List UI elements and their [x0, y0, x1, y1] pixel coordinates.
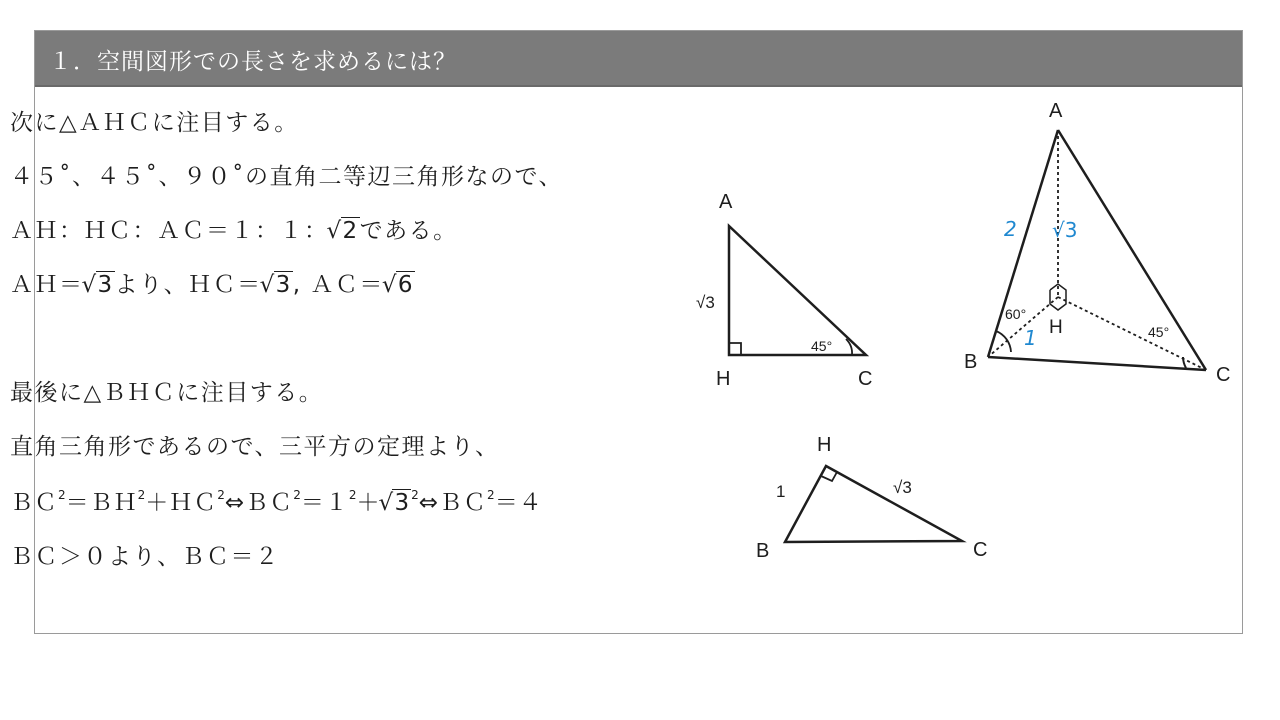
text-line-3-post: である。 [359, 218, 458, 244]
exponent: 2 [137, 488, 146, 502]
text-line-7-f: ＋ [356, 490, 381, 516]
text-line-7-g: ⇔ＢＣ [418, 490, 488, 516]
point-h-label: H [1049, 317, 1063, 338]
sqrt-2-radicand: 2 [342, 218, 359, 244]
text-line-1: 次に△ＡＨＣに注目する。 [10, 110, 299, 136]
text-line-7-d: ⇔ＢＣ [224, 490, 294, 516]
text-line-7-c: ＋ＨＣ [145, 490, 218, 516]
angle-c-label: 45° [1148, 324, 1170, 340]
text-line-4-a: ＡＨ＝ [10, 272, 84, 298]
side-hc-label: √3 [893, 478, 912, 497]
angle-c-label: 45° [811, 338, 833, 354]
vertex-a-label: A [719, 191, 733, 213]
vertex-b-label: B [756, 540, 770, 562]
slide-title: １．空間図形での長さを求めるには？ [49, 49, 457, 75]
side-ah-label: √3 [696, 293, 715, 312]
text-line-7-e: ＝１ [300, 490, 349, 516]
exponent: 2 [293, 488, 301, 502]
exponent: 2 [58, 488, 66, 502]
exponent: 2 [217, 488, 225, 502]
text-line-3-pre: ＡＨ：ＨＣ：ＡＣ＝１：１： [10, 218, 329, 244]
exponent: 2 [487, 488, 495, 502]
vertex-c-label: C [858, 368, 873, 390]
handwritten-1: 1 [1024, 326, 1037, 350]
vertex-h-label: H [716, 368, 731, 390]
handwritten-sqrt3: √3 [1052, 218, 1078, 242]
text-line-7-h: ＝４ [494, 490, 543, 516]
angle-b-label: 60° [1005, 306, 1027, 322]
exponent: 2 [348, 488, 357, 502]
sqrt-6-radicand: 6 [397, 272, 415, 298]
text-line-4-b: より、ＨＣ＝ [114, 272, 262, 298]
text-line-7-b: ＝ＢＨ [65, 490, 138, 516]
side-bh-label: 1 [776, 482, 786, 501]
text-line-5: 最後に△ＢＨＣに注目する。 [10, 380, 324, 406]
handwritten-2: 2 [1004, 217, 1017, 241]
vertex-a-label: A [1049, 100, 1063, 122]
exponent: 2 [411, 488, 419, 502]
text-line-2: ４５˚、４５˚、９０˚の直角二等辺三角形なので、 [10, 164, 564, 190]
vertex-b-label: B [964, 351, 978, 373]
text-line-7-a: ＢＣ [10, 490, 58, 516]
sqrt-3-c-radicand: 3 [394, 490, 411, 516]
vertex-c-label: C [1216, 364, 1231, 386]
sqrt-3-b-radicand: 3 [275, 272, 292, 298]
vertex-h-label: H [817, 434, 832, 456]
text-line-8: ＢＣ＞０より、ＢＣ＝２ [10, 544, 280, 570]
sqrt-3-a-radicand: 3 [97, 272, 114, 298]
text-line-4-c: , ＡＣ＝ [292, 272, 384, 298]
triangle-bhc [785, 466, 962, 542]
text-line-6: 直角三角形であるので、三平方の定理より、 [10, 434, 500, 460]
vertex-c-label: C [973, 539, 988, 561]
